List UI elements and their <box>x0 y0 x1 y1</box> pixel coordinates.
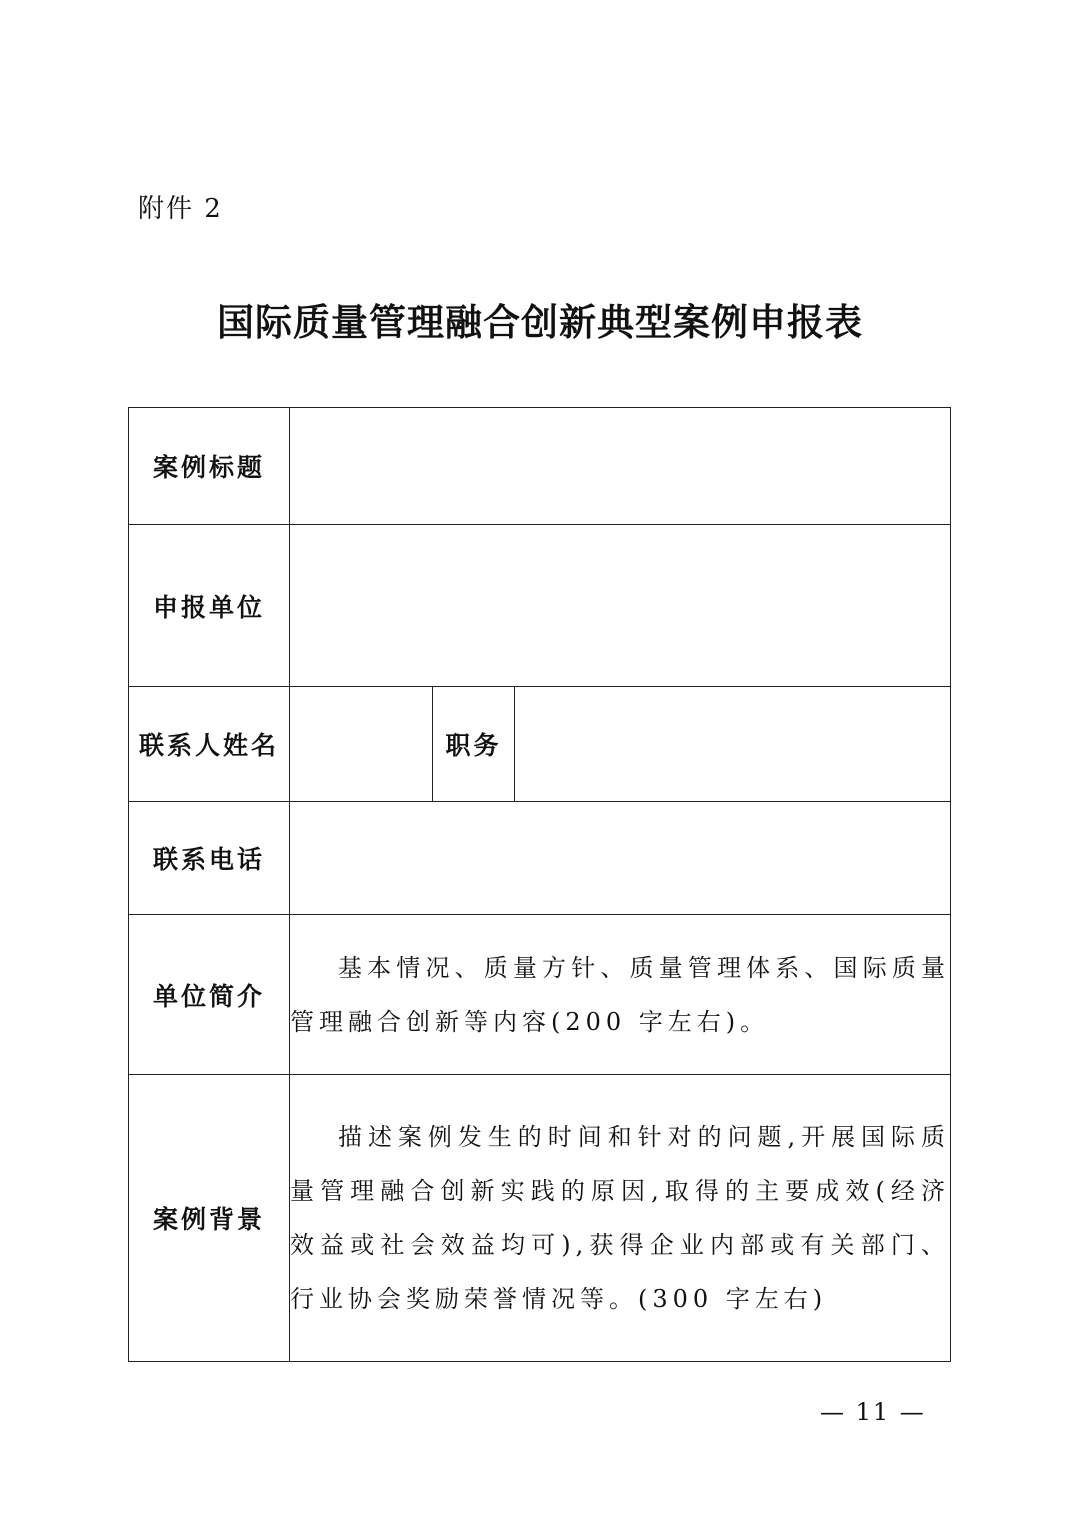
applicant-unit-field[interactable] <box>290 525 951 687</box>
row-contact <box>129 687 951 802</box>
position-label: 职务 <box>433 687 515 802</box>
row-contact-phone <box>129 802 951 915</box>
unit-intro-label: 单位简介 <box>129 915 290 1075</box>
unit-intro-field[interactable] <box>290 915 951 1075</box>
case-title-label: 案例标题 <box>129 408 290 525</box>
contact-phone-label: 联系电话 <box>129 802 290 915</box>
page-number: — 11 — <box>820 1398 926 1426</box>
case-background-instructions: 描述案例发生的时间和针对的问题,开展国际质量管理融合创新实践的原因,取得的主要成效(经济效益或社会效益均可),获得企业内部或有关部门、行业协会奖励荣誉情况等。(300 字左右) <box>290 1123 950 1313</box>
contact-name-field[interactable] <box>290 687 433 802</box>
page-title: 国际质量管理融合创新典型案例申报表 <box>217 300 863 344</box>
attachment-number: 2 <box>204 194 223 224</box>
row-case-background <box>129 1075 951 1362</box>
row-unit-intro <box>129 915 951 1075</box>
position-field[interactable] <box>515 687 951 802</box>
unit-intro-instructions: 基本情况、质量方针、质量管理体系、国际质量管理融合创新等内容(200 字左右)。 <box>290 953 950 1036</box>
attachment-label <box>138 188 223 225</box>
case-title-field[interactable] <box>290 408 951 525</box>
applicant-unit-label: 申报单位 <box>129 525 290 687</box>
contact-phone-field[interactable] <box>290 802 951 915</box>
row-case-title <box>129 408 951 525</box>
application-form-table <box>128 407 951 1362</box>
case-background-field[interactable] <box>290 1075 951 1362</box>
row-applicant-unit <box>129 525 951 687</box>
case-background-label: 案例背景 <box>129 1075 290 1362</box>
contact-name-label: 联系人姓名 <box>129 687 290 802</box>
attachment-text: 附件 <box>138 194 195 224</box>
